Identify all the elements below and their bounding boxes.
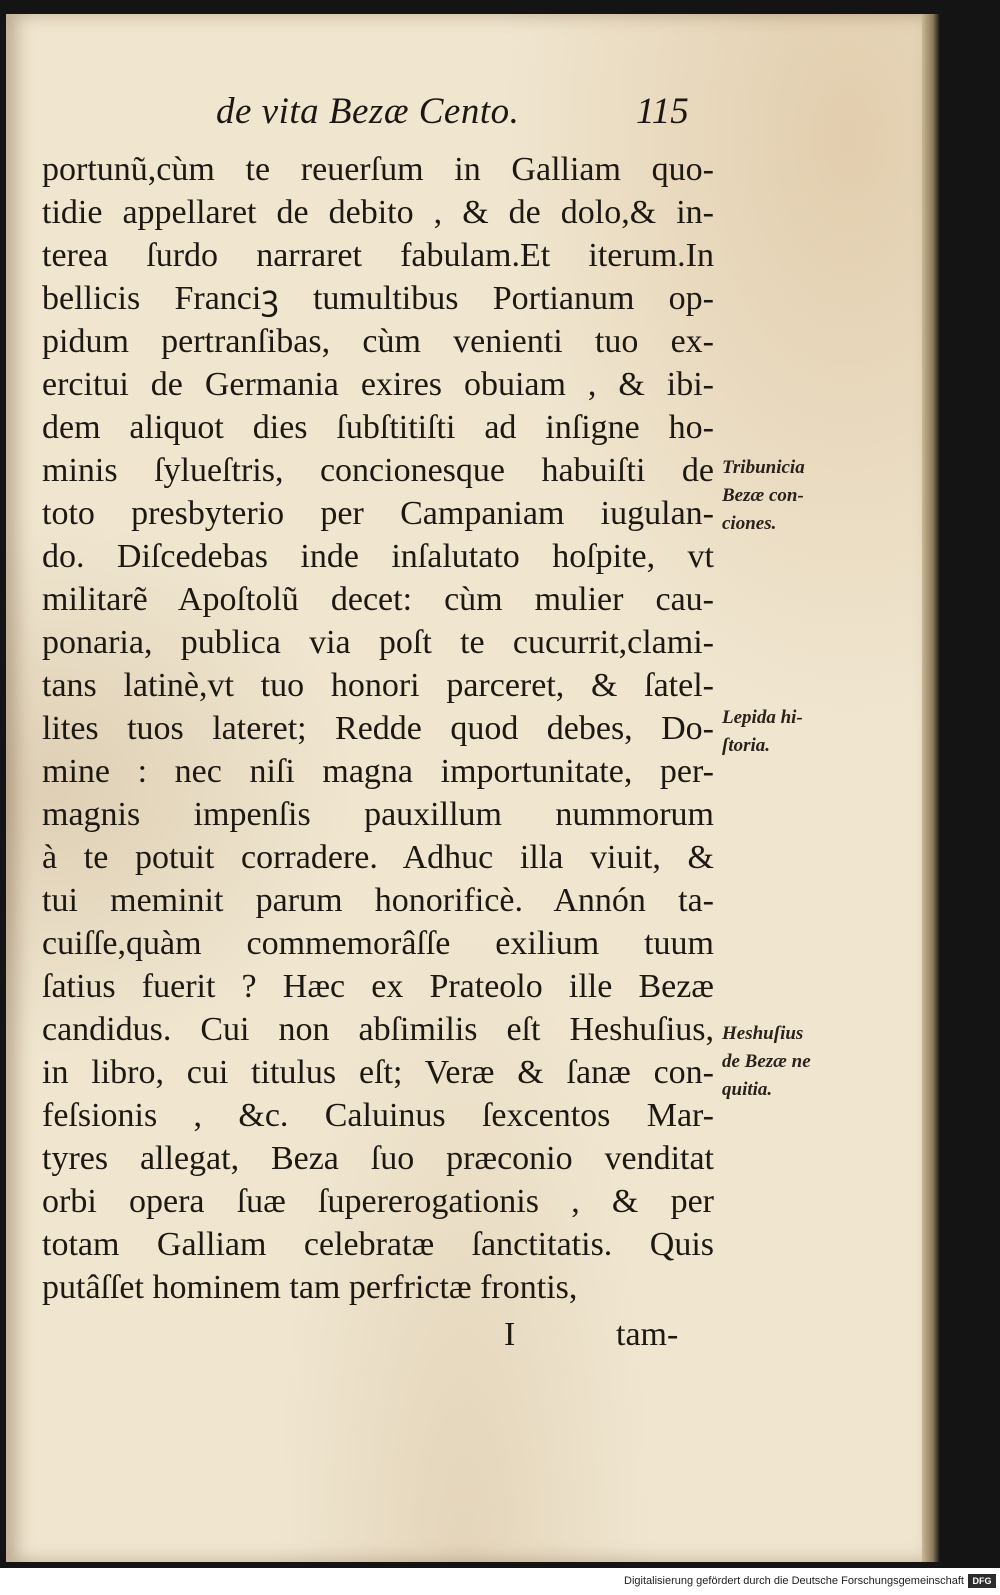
text-line: dem aliquot dies ſubſtitiſti ad inſigne ho- [42,409,714,446]
text-line: portunũ,cùm te reuerſum in Galliam quo- [42,151,714,188]
dfg-logo-icon: DFG [968,1574,996,1588]
text-line: militarẽ Apoſtolũ decet: cùm mulier cau- [42,581,714,618]
page-number: 115 [636,91,689,132]
text-line: minis ſylueſtris, concionesque habuiſti de [42,452,714,489]
text-line: mine : nec niſi magna importunitate, per- [42,753,714,790]
text-line: tidie appellaret de debito , & de dolo,& in- [42,194,714,231]
margin-note-lepida [722,704,922,760]
body-text [42,148,714,1309]
text-line: bellicis Franciꝫ tumultibus Portianum op- [42,280,714,317]
text-line: toto presbyterio per Campaniam iugulan- [42,495,714,532]
text-line: candidus. Cui non abſimilis eſt Heshuſius, [42,1011,714,1048]
footer-bar [0,1570,1000,1595]
text-line: terea ſurdo narraret fabulam.Et iterum.In [42,237,714,274]
margin-note-tribunicia [722,454,922,538]
margin-note-line: ſtoria. [722,735,771,756]
text-line: ercitui de Germania exires obuiam , & ibi- [42,366,714,403]
running-head-title: de vita Bezæ Cento. [216,91,520,132]
text-line: in libro, cui titulus eſt; Veræ & ſanæ con- [42,1054,714,1091]
book-page [6,14,922,1562]
margin-note-line: de Bezæ ne [722,1051,811,1072]
text-line: tans latinè,vt tuo honori parceret, & ſatel- [42,667,714,704]
text-line: magnis impenſis pauxillum nummorum [42,796,714,833]
running-head [216,90,736,140]
text-line: do. Diſcedebas inde inſalutato hoſpite, vt [42,538,714,575]
text-line: tui meminit parum honorificè. Annón ta- [42,882,714,919]
margin-note-line: Bezæ con- [722,485,804,506]
text-line: totam Galliam celebratæ ſanctitatis. Quis [42,1226,714,1263]
text-line: ponaria, publica via poſt te cucurrit,clami- [42,624,714,661]
catch-line [496,1316,716,1361]
text-line: à te potuit corradere. Adhuc illa viuit, & [42,839,714,876]
margin-note-line: Heshuſius [722,1023,804,1044]
text-line: orbi opera ſuæ ſupererogationis , & per [42,1183,714,1220]
text-line: cuiſſe,quàm commemorâſſe exilium tuum [42,925,714,962]
margin-note-heshusius [722,1020,922,1104]
text-line: feſsionis , &c. Caluinus ſexcentos Mar- [42,1097,714,1134]
text-line: lites tuos lateret; Redde quod debes, Do- [42,710,714,747]
margin-note-line: quitia. [722,1079,773,1100]
text-line: putâſſet hominem tam perfrictæ frontis, [42,1269,578,1306]
margin-note-line: Lepida hi- [722,707,803,728]
text-line: ſatius fuerit ? Hæc ex Prateolo ille Bezæ [42,968,714,1005]
text-line: tyres allegat, Beza ſuo præconio venditat [42,1140,714,1177]
margin-note-line: ciones. [722,513,777,534]
text-line: pidum pertranſibas, cùm venienti tuo ex- [42,323,714,360]
page-edge [922,14,940,1562]
signature-mark: I [504,1316,516,1353]
margin-note-line: Tribunicia [722,457,805,478]
footer-credit: Digitalisierung gefördert durch die Deutsche Forschungsgemeinschaft [624,1575,964,1587]
catchword: tam- [616,1316,679,1353]
